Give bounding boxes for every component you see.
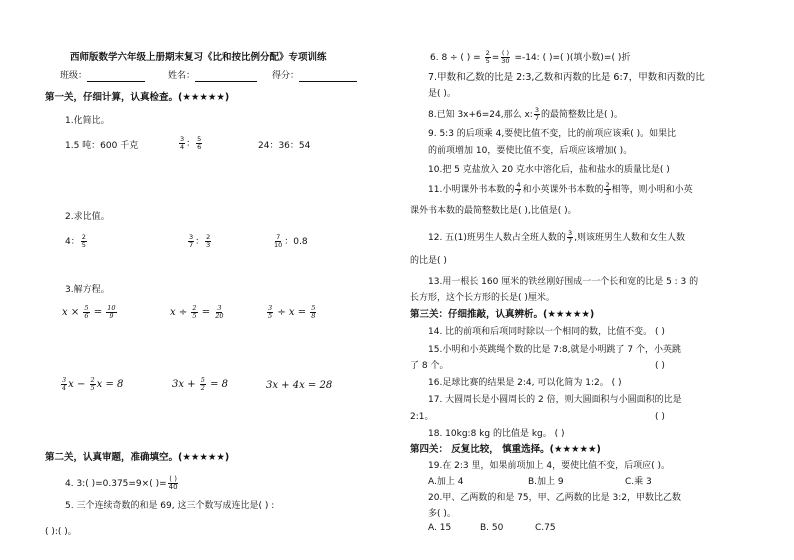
q19-option-a[interactable]: A.加上 4 (428, 477, 464, 487)
q17-answer-paren[interactable]: ( ) (655, 412, 665, 422)
q17-line-2: 2:1。 (410, 412, 434, 422)
q2-item-b: $\frac{3}{7}$ ： $\frac{2}{3}$ (189, 233, 211, 249)
q20-option-b[interactable]: B. 50 (480, 523, 504, 533)
q20-option-a[interactable]: A. 15 (428, 523, 452, 533)
section-2-heading: 第二关，认真审题，准确填空。(★★★★★) (45, 452, 230, 463)
q11-line-1: 11.小明课外书本数的 $\frac{4}{7}$ 和小英课外书本数的 $\frac{2}{3}$ 相等，则小明和小英 (428, 181, 693, 197)
q18-text: 18. 10kg:8 kg 的比值是 kg。 ( ) (428, 429, 565, 439)
q15-line-2: 了 8 个。 (410, 361, 449, 371)
q19-option-b[interactable]: B.加上 9 (528, 477, 564, 487)
q7-line-1: 7.甲数和乙数的比是 2:3,乙数和丙数的比是 6:7，甲数和丙数的比 (428, 72, 705, 83)
q12-line-1: 12. 五(1)班男生人数占全班人数的 $\frac{3}{7}$ ,则该班男生人数和女生人数 (428, 229, 685, 245)
q19-option-c[interactable]: C.乘 3 (625, 477, 652, 487)
q15-line-1: 15.小明和小英跳绳个数的比是 7:8,就是小明跳了 7 个，小英跳 (428, 345, 681, 355)
q3-label: 3.解方程。 (65, 285, 110, 295)
section-4-heading: 第四关： 反复比较， 慎重选择。(★★★★★) (410, 444, 601, 455)
q12-line-2: 的比是( ) (410, 256, 447, 266)
q5-line-1: 5. 三个连续奇数的和是 69, 这三个数写成连比是( ) : (65, 501, 275, 511)
q17-line-1: 17. 大圆周长是小圆周长的 2 倍，则大圆面积与小圆面积的比是 (428, 395, 682, 405)
equation-5: 3x + $\frac{5}{2}$ = 8 (172, 376, 228, 392)
page-title: 西师版数学六年级上册期末复习《比和按比例分配》专项训练 (70, 52, 327, 63)
q11-line-2: 课外书本数的最简整数比是( ),比值是( )。 (410, 206, 577, 216)
equation-2: x ÷ $\frac{2}{5}$ = $\frac{3}{20}$ (170, 304, 224, 320)
score-field: 得分： (272, 70, 357, 82)
q20-option-c[interactable]: C.75 (535, 523, 556, 533)
q2-item-a: 4： $\frac{2}{5}$ (65, 233, 86, 249)
q2-label: 2.求比值。 (65, 212, 110, 222)
section-1-heading: 第一关，仔细计算，认真检查。(★★★★★) (45, 92, 230, 103)
q19-text: 19.在 2:3 里，如果前项加上 4，要使比值不变，后项应( )。 (428, 461, 670, 471)
equation-3: $\frac{3}{5}$ ÷ x = $\frac{5}{8}$ (268, 304, 316, 320)
q9-line-2: 的前项增加 10，要使比值不变，后项应该增加( )。 (428, 146, 633, 156)
q5-line-2: ( ):( )。 (45, 527, 77, 537)
q16-text: 16.足球比赛的结果是 2:4, 可以化简为 1:2。 ( ) (428, 378, 622, 388)
q4-text: 4. 3:( )=0.375=9×( )= $\frac{( )}{40}$ (65, 475, 178, 491)
section-3-heading: 第三关：仔细推敲，认真辨析。(★★★★★) (410, 309, 595, 320)
q15-answer-paren[interactable]: ( ) (655, 361, 665, 371)
q20-line-2: 多( )。 (428, 509, 456, 519)
q10-text: 10.把 5 克盐放入 20 克水中溶化后，盐和盐水的质量比是( ) (428, 165, 670, 175)
class-field: 班级： (60, 70, 145, 82)
q14-text: 14. 比的前项和后项同时除以一个相同的数，比值不变。 ( ) (428, 327, 665, 337)
q1-item-a: 1.5 吨：600 千克 (65, 141, 139, 151)
q20-line-1: 20.甲、乙两数的和是 75，甲、乙两数的比是 3:2，甲数比乙数 (428, 493, 681, 503)
name-field: 姓名： (168, 70, 257, 82)
q7-line-2: 是( )。 (428, 89, 456, 99)
q8-text: 8.已知 3x+6=24,那么 x: $\frac{3}{7}$ 的最简整数比是( )。 (428, 106, 623, 122)
q2-item-c: $\frac{7}{10}$ ：0.8 (274, 233, 308, 249)
q1-item-c: 24：36：54 (258, 141, 311, 151)
q13-line-1: 13.用一根长 160 厘米的铁丝刚好围成一一个长和宽的比是 5 : 3 的 (428, 277, 699, 287)
equation-4: $\frac{3}{4}$ x − $\frac{2}{5}$ x = 8 (62, 376, 124, 392)
q6-text: 6. 8 ÷ ( ) = $\frac{2}{5}$ = $\frac{( )}{30}$ =-14: ( )=( )(填小数)=( )折 (430, 49, 631, 65)
equation-6: 3x + 4x = 28 (266, 380, 333, 391)
q13-line-2: 长方形，这个长方形的长是( )厘米。 (410, 293, 555, 303)
q9-line-1: 9. 5:3 的后项乘 4,要使比值不变，比的前项应该乘( )。如果比 (428, 129, 677, 139)
q1-label: 1.化简比。 (65, 116, 110, 126)
q1-item-b: $\frac{3}{4}$ ： $\frac{5}{6}$ (180, 135, 202, 151)
equation-1: x × $\frac{5}{6}$ = $\frac{10}{9}$ (62, 304, 116, 320)
